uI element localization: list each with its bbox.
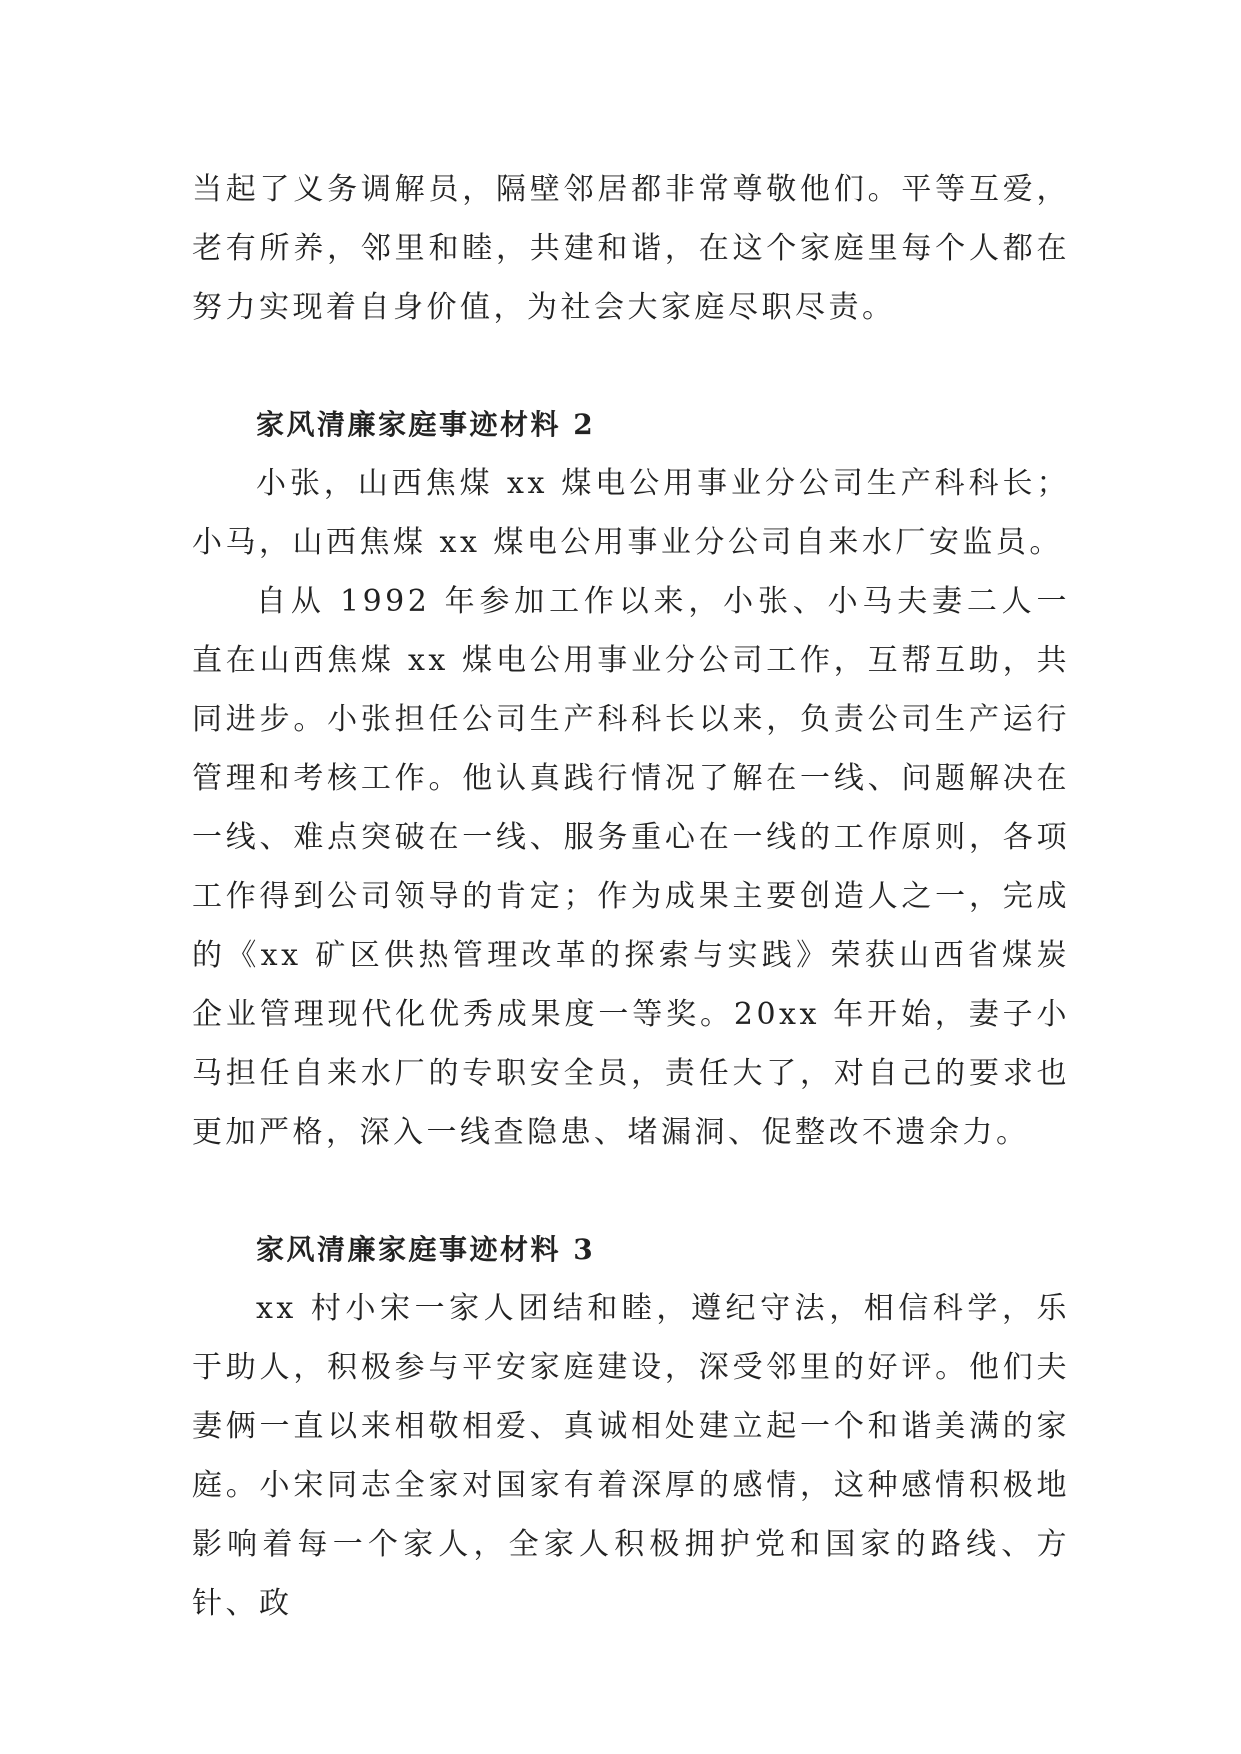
- document-page: [192, 160, 1070, 1633]
- section-2-title: 家风清廉家庭事迹材料 2: [256, 408, 596, 441]
- section-3-paragraph-1: xx 村小宋一家人团结和睦，遵纪守法，相信科学，乐于助人，积极参与平安家庭建设，深受邻里的好评。他们夫妻俩一直以来相敬相爱、真诚相处建立起一个和谐美满的家庭。小宋同志全家对国家有着深厚的感情，这种感情积极地影响着每一个家人，全家人积极拥护党和国家的路线、方针、政: [192, 1291, 1070, 1621]
- section-gap: [192, 1162, 1070, 1220]
- section-2-paragraph-1: 小张，山西焦煤 xx 煤电公用事业分公司生产科科长；小马，山西焦煤 xx 煤电公用事业分公司自来水厂安监员。: [192, 466, 1070, 560]
- section-3-title: 家风清廉家庭事迹材料 3: [256, 1233, 596, 1266]
- section-2-paragraph-2: 自从 1992 年参加工作以来，小张、小马夫妻二人一直在山西焦煤 xx 煤电公用事业分公司工作，互帮互助，共同进步。小张担任公司生产科科长以来，负责公司生产运行管理和考核工作。他认真践行情况了解在一线、问题解决在一线、难点突破在一线、服务重心在一线的工作原则，各项工作得到公司领导的肯定；作为成果主要创造人之一，完成的《xx 矿区供热管理改革的探索与实践》荣获山西省煤炭企业管理现代化优秀成果度一等奖。20xx 年开始，妻子小马担任自来水厂的专职安全员，责任大了，对自己的要求也更加严格，深入一线查隐患、堵漏洞、促整改不遗余力。: [192, 584, 1070, 1150]
- intro-paragraph: 当起了义务调解员，隔壁邻居都非常尊敬他们。平等互爱，老有所养，邻里和睦，共建和谐，在这个家庭里每个人都在努力实现着自身价值，为社会大家庭尽职尽责。: [192, 172, 1070, 325]
- section-gap: [192, 337, 1070, 395]
